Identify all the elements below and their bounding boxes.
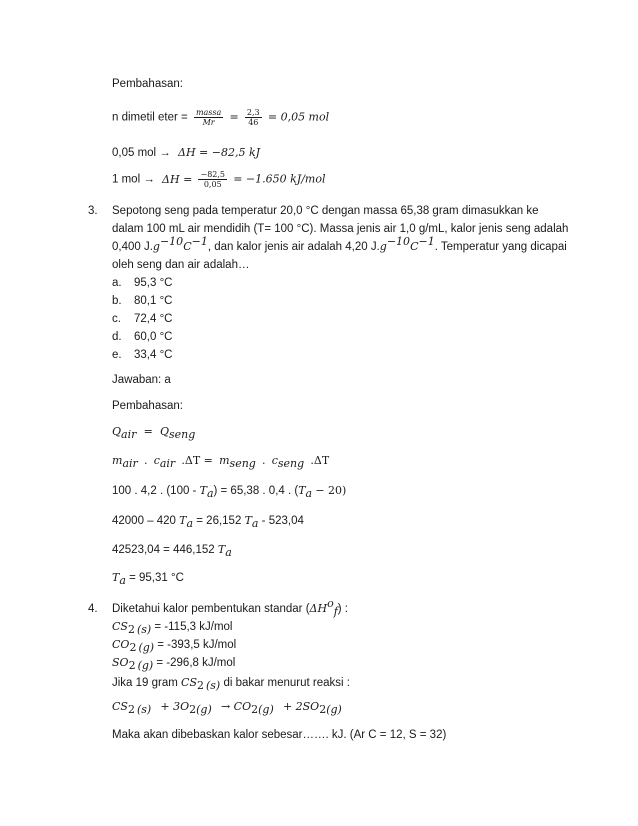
mole-calculation-line: n dimetil eter = $\frac{\text{massa}}{Mr}$ = $\frac{2,3}{46}$ = 0,05 mol: [112, 108, 330, 127]
enthalpy-line-2: 1 mol → ΔH = $\frac{-82,5}{0,05}$ = −1.650 kJ/mol: [112, 170, 326, 189]
substitution-line: 100 . 4,2 . $(100 - T_a) = 65,38$ . 0,4 . $(T_a - 20)$: [112, 484, 347, 500]
option-a: a. 95,3 °C: [112, 277, 173, 289]
enthalpy-fraction: $\frac{-82,5}{0,05}$: [200, 170, 225, 189]
question-3-text-line-3: 0,400 $J.g^{-10}C^{-1}$, dan kalor jenis air adalah 4,20 $J.g^{-10}C^{-1}$. Temperatur yang dicapai: [112, 235, 567, 253]
cs2-enthalpy: $CS_2$ $_{(s)}$ = -115,3 kJ/mol: [112, 620, 233, 636]
discussion-heading-2: Pembahasan:: [112, 400, 183, 412]
final-temperature-line: $T_a = 95,31$ °C: [112, 571, 184, 587]
question-3-text-line-1: Sepotong seng pada temperatur 20,0 °C dengan massa 65,38 gram dimasukkan ke: [112, 205, 539, 217]
option-c: c. 72,4 °C: [112, 313, 173, 325]
question-4-intro: Diketahui kalor pembentukan standar $(\Delta H^o_f)$ :: [112, 597, 349, 618]
question-4-number: 4.: [88, 603, 98, 615]
mass-value-fraction: $\frac{2,3}{46}$: [246, 108, 260, 127]
reaction-equation: $CS_2$ $_{(s)} + 3O_{2(g)} \to CO_{2(g)} + 2SO_{2(g)}$: [112, 700, 342, 716]
heat-balance-equation: $Q_{air} = Q_{seng}$: [112, 425, 196, 441]
co2-enthalpy: $CO_2$ $_{(g)}$ = -393,5 kJ/mol: [112, 638, 237, 654]
answer-line: Jawaban: a: [112, 374, 171, 386]
so2-enthalpy: $SO_2$ $_{(g)}$ = -296,8 kJ/mol: [112, 656, 236, 672]
question-3-text-line-4: oleh seng dan air adalah…: [112, 259, 250, 271]
rearranged-line: 42523,04 = 446,152 $T_a$: [112, 543, 232, 559]
heat-expanded-equation: $m_{air}$ . $c_{air}$ $.\Delta T = m_{seng}$ . $c_{seng}$ .ΔT: [112, 454, 330, 470]
question-4-closing: Maka akan dibebaskan kalor sebesar……. kJ. (Ar C = 12, S = 32): [112, 729, 447, 741]
enthalpy-line-1: 0,05 mol → ΔH = −82,5 kJ: [112, 146, 261, 159]
option-b: b. 80,1 °C: [112, 295, 173, 307]
mole-label: n dimetil eter =: [112, 111, 188, 124]
discussion-heading-1: Pembahasan:: [112, 78, 183, 90]
option-e: e. 33,4 °C: [112, 349, 173, 361]
mass-over-mr-fraction: $\frac{\text{massa}}{Mr}$: [195, 108, 222, 127]
combustion-statement: Jika 19 gram $CS_2$ $_{(s)}$ di bakar menurut reaksi :: [112, 676, 350, 692]
option-d: d. 60,0 °C: [112, 331, 173, 343]
expansion-line: 42000 – 420 $T_a = 26,152$ $T_a - 523,04$: [112, 514, 304, 530]
question-3-text-line-2: dalam 100 mL air mendidih (T= 100 °C). Massa jenis air 1,0 g/mL, kalor jenis seng adalah: [112, 223, 569, 235]
mole-result: = 0,05 mol: [267, 110, 330, 124]
question-3-number: 3.: [88, 205, 98, 217]
